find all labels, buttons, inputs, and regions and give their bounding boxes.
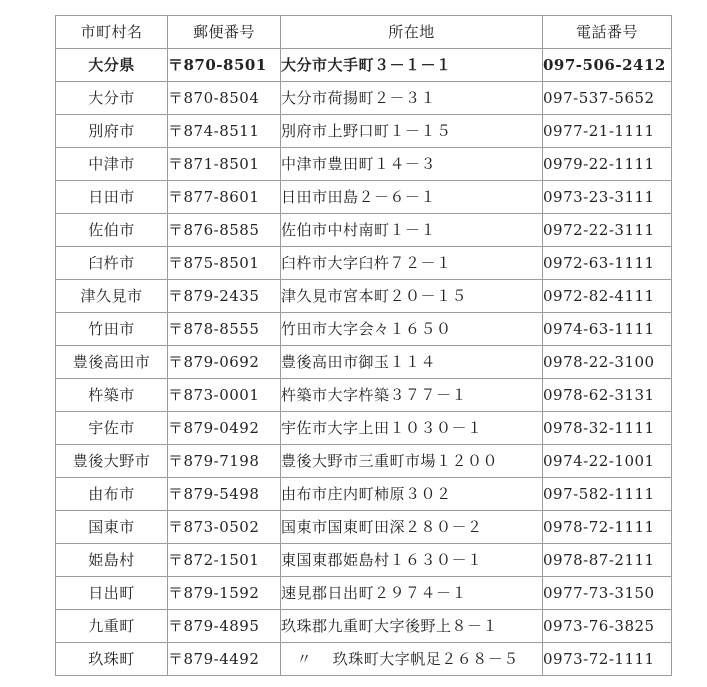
table-row xyxy=(56,280,672,313)
postal-code-cell: 〒879-0492 xyxy=(168,412,281,445)
address-cell: 中津市豊田町１４－３ xyxy=(281,148,543,181)
table-row xyxy=(56,544,672,577)
phone-number-cell: 0973-72-1111 xyxy=(543,643,672,676)
table-row xyxy=(56,313,672,346)
address-cell: 玖珠郡九重町大字後野上８－１ xyxy=(281,610,543,643)
phone-number-cell: 097-506-2412 xyxy=(543,49,672,82)
address-cell: 〃 玖珠町大字帆足２６８－５ xyxy=(281,643,543,676)
header-address: 所在地 xyxy=(281,16,543,49)
table-row xyxy=(56,412,672,445)
phone-number-cell: 0974-63-1111 xyxy=(543,313,672,346)
address-cell: 臼杵市大字臼杵７２－１ xyxy=(281,247,543,280)
address-cell: 大分市大手町３－１－１ xyxy=(281,49,543,82)
postal-code-cell: 〒877-8601 xyxy=(168,181,281,214)
table-row xyxy=(56,82,672,115)
table-row xyxy=(56,148,672,181)
postal-code-cell: 〒871-8501 xyxy=(168,148,281,181)
table-row xyxy=(56,49,672,82)
address-cell: 日田市田島２－６－１ xyxy=(281,181,543,214)
phone-number-cell: 0978-87-2111 xyxy=(543,544,672,577)
address-cell: 豊後高田市御玉１１４ xyxy=(281,346,543,379)
address-cell: 速見郡日出町２９７４－１ xyxy=(281,577,543,610)
phone-number-cell: 0972-22-3111 xyxy=(543,214,672,247)
municipality-name-cell: 佐伯市 xyxy=(56,214,168,247)
table-row xyxy=(56,478,672,511)
address-cell: 豊後大野市三重町市場１２００ xyxy=(281,445,543,478)
municipality-name-cell: 豊後大野市 xyxy=(56,445,168,478)
phone-number-cell: 097-537-5652 xyxy=(543,82,672,115)
address-cell: 津久見市宮本町２０－１５ xyxy=(281,280,543,313)
table-row xyxy=(56,445,672,478)
postal-code-cell: 〒870-8504 xyxy=(168,82,281,115)
address-cell: 由布市庄内町柿原３０２ xyxy=(281,478,543,511)
address-cell: 東国東郡姫島村１６３０－１ xyxy=(281,544,543,577)
table-row xyxy=(56,577,672,610)
table-header xyxy=(56,16,672,49)
municipality-name-cell: 日田市 xyxy=(56,181,168,214)
postal-code-cell: 〒876-8585 xyxy=(168,214,281,247)
address-cell: 佐伯市中村南町１－１ xyxy=(281,214,543,247)
municipality-name-cell: 豊後高田市 xyxy=(56,346,168,379)
table-row xyxy=(56,643,672,676)
phone-number-cell: 0977-73-3150 xyxy=(543,577,672,610)
address-cell: 大分市荷揚町２－３１ xyxy=(281,82,543,115)
municipality-name-cell: 姫島村 xyxy=(56,544,168,577)
municipality-name-cell: 津久見市 xyxy=(56,280,168,313)
header-postal-code: 郵便番号 xyxy=(168,16,281,49)
municipality-name-cell: 竹田市 xyxy=(56,313,168,346)
postal-code-cell: 〒873-0502 xyxy=(168,511,281,544)
postal-code-cell: 〒879-1592 xyxy=(168,577,281,610)
municipality-name-cell: 臼杵市 xyxy=(56,247,168,280)
postal-code-cell: 〒879-4895 xyxy=(168,610,281,643)
phone-number-cell: 0978-22-3100 xyxy=(543,346,672,379)
address-cell: 杵築市大字杵築３７７－１ xyxy=(281,379,543,412)
header-municipality: 市町村名 xyxy=(56,16,168,49)
postal-code-cell: 〒879-0692 xyxy=(168,346,281,379)
postal-code-cell: 〒870-8501 xyxy=(168,49,281,82)
address-cell: 国東市国東町田深２８０－２ xyxy=(281,511,543,544)
header-phone: 電話番号 xyxy=(543,16,672,49)
table-row xyxy=(56,610,672,643)
phone-number-cell: 0979-22-1111 xyxy=(543,148,672,181)
municipality-name-cell: 九重町 xyxy=(56,610,168,643)
municipality-name-cell: 大分市 xyxy=(56,82,168,115)
postal-code-cell: 〒872-1501 xyxy=(168,544,281,577)
table-row xyxy=(56,214,672,247)
postal-code-cell: 〒875-8501 xyxy=(168,247,281,280)
municipality-name-cell: 宇佐市 xyxy=(56,412,168,445)
address-cell: 竹田市大字会々１６５０ xyxy=(281,313,543,346)
address-cell: 別府市上野口町１－１５ xyxy=(281,115,543,148)
phone-number-cell: 0978-72-1111 xyxy=(543,511,672,544)
municipality-name-cell: 国東市 xyxy=(56,511,168,544)
municipality-name-cell: 別府市 xyxy=(56,115,168,148)
postal-code-cell: 〒879-7198 xyxy=(168,445,281,478)
municipality-table xyxy=(55,15,672,676)
table-row xyxy=(56,115,672,148)
postal-code-cell: 〒878-8555 xyxy=(168,313,281,346)
table-row xyxy=(56,181,672,214)
phone-number-cell: 0972-82-4111 xyxy=(543,280,672,313)
municipality-name-cell: 大分県 xyxy=(56,49,168,82)
phone-number-cell: 0973-23-3111 xyxy=(543,181,672,214)
postal-code-cell: 〒874-8511 xyxy=(168,115,281,148)
phone-number-cell: 0977-21-1111 xyxy=(543,115,672,148)
phone-number-cell: 0974-22-1001 xyxy=(543,445,672,478)
municipality-name-cell: 日出町 xyxy=(56,577,168,610)
table-row xyxy=(56,379,672,412)
header-row xyxy=(56,16,672,49)
postal-code-cell: 〒879-5498 xyxy=(168,478,281,511)
municipality-name-cell: 中津市 xyxy=(56,148,168,181)
phone-number-cell: 0978-32-1111 xyxy=(543,412,672,445)
table-row xyxy=(56,511,672,544)
phone-number-cell: 0978-62-3131 xyxy=(543,379,672,412)
table-row xyxy=(56,346,672,379)
municipality-name-cell: 杵築市 xyxy=(56,379,168,412)
table-body xyxy=(56,49,672,676)
postal-code-cell: 〒879-4492 xyxy=(168,643,281,676)
municipality-name-cell: 玖珠町 xyxy=(56,643,168,676)
phone-number-cell: 097-582-1111 xyxy=(543,478,672,511)
phone-number-cell: 0972-63-1111 xyxy=(543,247,672,280)
postal-code-cell: 〒879-2435 xyxy=(168,280,281,313)
table-row xyxy=(56,247,672,280)
postal-code-cell: 〒873-0001 xyxy=(168,379,281,412)
address-cell: 宇佐市大字上田１０３０－１ xyxy=(281,412,543,445)
phone-number-cell: 0973-76-3825 xyxy=(543,610,672,643)
municipality-name-cell: 由布市 xyxy=(56,478,168,511)
